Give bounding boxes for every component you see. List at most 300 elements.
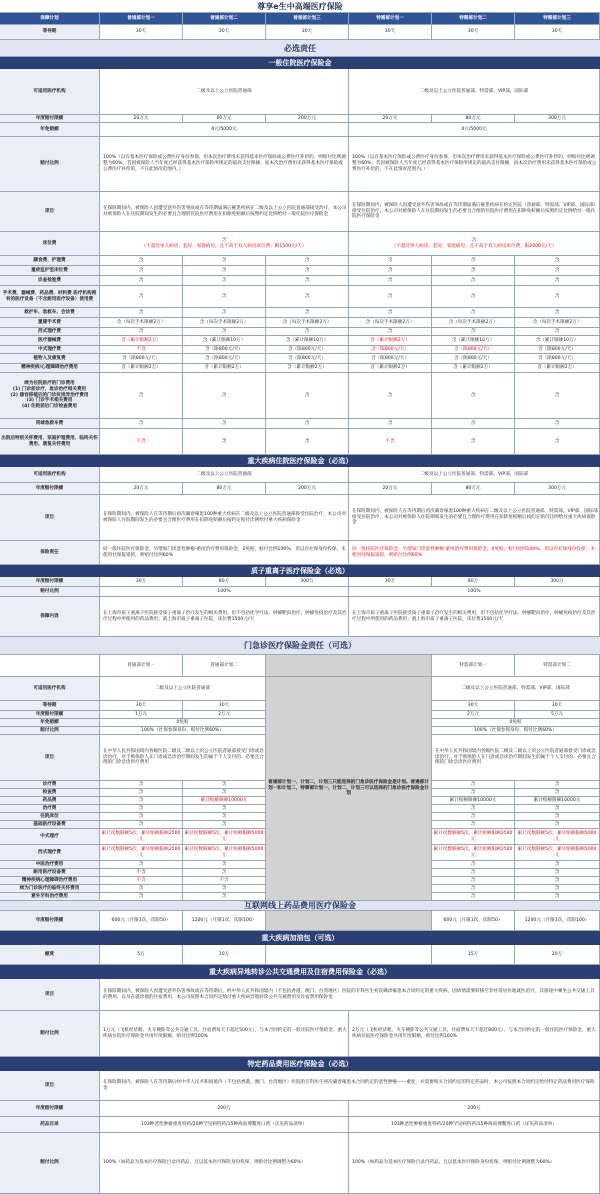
table-row (0, 419, 600, 429)
table-cell: 30天 (100, 701, 183, 711)
table-cell: 0元/5000元 (349, 123, 600, 137)
table-row (0, 483, 600, 495)
table-cell: 20万元 (100, 483, 183, 495)
table-cell: 20万元 (349, 483, 432, 495)
table-cell: 含 (100, 821, 183, 829)
table-cell: 含（累计限额10万） (266, 336, 349, 346)
table-cell: 含 (100, 805, 183, 813)
table-cell: 含 (100, 419, 183, 429)
table-cell: 含 (183, 789, 266, 797)
table-cell: 含 (432, 877, 515, 885)
table-cell: 30天 (183, 25, 266, 40)
table-cell: 不含 (100, 429, 183, 455)
table-cell: 200万 (100, 1101, 349, 1117)
table-cell: 含 (266, 276, 349, 286)
table-cell: 100%（如药品为基本医疗保险目录内药品，且以基本医疗保险身份投保，则赔付比例调整为60%） (349, 1133, 600, 1194)
row-label: 年度赔付限额 (0, 483, 100, 495)
row-label: 诊疗费 (0, 781, 100, 789)
table-cell: 含 (183, 373, 266, 419)
table-cell: 含 (266, 266, 349, 276)
table-cell: 含（累计限额2万） (100, 364, 183, 373)
table-cell: 含 (515, 419, 600, 429)
table-cell: 300万元 (515, 115, 600, 123)
section-drug: 特定药品费用医疗保险金（必选） (0, 1057, 600, 1071)
table-cell: 在上海市质子重离子医院接受质子重离子治疗发生的相关费用，但不包括化学疗法、肿瘤靶向治疗、肿瘤免疫治疗及其治疗过程中所使用的药品费用；就上海市质子重离子医院，床位费1500元/天 (349, 597, 600, 637)
table-cell: 15万 (432, 945, 515, 965)
table-cell: 含 (432, 893, 515, 901)
op-plan-2: 特需部计划一 (432, 655, 515, 677)
table-cell: 含 (183, 885, 266, 893)
table-row (0, 336, 600, 346)
table-cell: 含 (183, 266, 266, 276)
row-label: 项目 (0, 979, 100, 1011)
table-cell: 80万元 (432, 483, 515, 495)
table-cell: 含 (432, 805, 515, 813)
table-cell: 含 (183, 429, 266, 455)
section-proton: 质子重离子医疗保险金（必选） (0, 565, 600, 577)
row-label: 中式理疗费 (0, 346, 100, 354)
row-label: 出院后特别关怀费用、家庭护理费用、临终关怀费用、康复关怀费用 (0, 429, 100, 455)
table-cell: 含 (100, 373, 183, 419)
table-cell: 含（累计限额10万） (515, 336, 600, 346)
table-cell: 80万元 (432, 115, 515, 123)
table-cell: 200万 (349, 1101, 600, 1117)
row-label: 意外牙科治疗费用 (0, 893, 100, 901)
table-cell: 含（累计限额10万） (432, 336, 515, 346)
table-cell: 含 (266, 429, 349, 455)
table-cell: 含 (183, 821, 266, 829)
op-plan-1: 普通部计划二 (183, 655, 266, 677)
table-cell: 在上海市质子重离子医院接受质子重离子治疗发生的相关费用，但不包括化学疗法、肿瘤靶向治疗、肿瘤免疫治疗及其治疗过程中所使用的药品费用；就上海市质子重离子医院，床位费1500元/天 (100, 597, 349, 637)
table-cell: 30万 (349, 577, 432, 587)
deduct-row (0, 123, 600, 137)
table-cell: 80万 (432, 577, 515, 587)
table-cell (266, 945, 432, 965)
table-row (0, 318, 600, 328)
table-cell: 100%（社保参保身份，赔付比例60%） (100, 727, 266, 735)
table-cell: 80万元 (183, 483, 266, 495)
table-cell: 含 (266, 373, 349, 419)
table-cell: 1200元（月限1次，次限100） (183, 911, 266, 931)
table-cell: 80万 (183, 577, 266, 587)
table-cell: 含 (349, 256, 432, 266)
table-cell: 同一般住院医疗保险金，另增加门诊恶性肿瘤-重度治疗费用保险金，0免赔，赔付比例100%，但以有社保身份投保，未使用社保报销的，则赔付比例60% (349, 541, 600, 565)
table-cell: 含 (432, 286, 515, 308)
table-cell: 含 (349, 286, 432, 308)
table-cell: 含 (432, 256, 515, 266)
pre-outpatient-row (0, 373, 600, 419)
table-cell: 含 (515, 821, 600, 829)
table-row (0, 945, 600, 965)
table-cell: 含（每次手术限额2万） (515, 318, 600, 328)
table-cell: 含 (349, 419, 432, 429)
table-cell: 含 (100, 256, 183, 266)
table-cell: 含（每次手术限额2万） (100, 318, 183, 328)
table-cell: 含 (432, 861, 515, 869)
table-cell: 含 (183, 781, 266, 789)
section-outpatient: 门急诊医疗保险金责任（可选） (0, 637, 600, 655)
table-cell: 5万元 (515, 711, 600, 719)
table-cell: 200万元 (266, 115, 349, 123)
table-cell: 含 (183, 805, 266, 813)
table-cell: 含（限800元/天） (432, 346, 515, 354)
row-label: 药品费 (0, 797, 100, 805)
table-cell: 含 (432, 276, 515, 286)
table-cell: 100% (349, 587, 600, 597)
table-cell: 二级及以上公立医院普通部、特需部、VIP部，国际部 (349, 69, 600, 115)
table-cell: 含 (432, 429, 515, 455)
row-label: 项目 (0, 192, 100, 232)
table-row (0, 495, 600, 541)
table-cell: 含 (100, 885, 183, 893)
table-cell: 含（限800元/天） (515, 346, 600, 354)
table-row (0, 577, 600, 587)
row-label: 保险责任 (0, 541, 100, 565)
row-label: 治疗费 (0, 805, 100, 813)
row-label: 等待期 (0, 701, 100, 711)
table-cell: 同一般住院医疗保险金，另增加门诊恶性肿瘤-重度治疗费用保险金，0免赔，赔付比例100%，但以有社保身份投保，未使用社保报销的，则赔付比例60% (100, 541, 349, 565)
row-label: 保障内容 (0, 597, 100, 637)
table-cell (266, 911, 432, 931)
row-label: 药品目录 (0, 1117, 100, 1133)
waiting-row (0, 25, 600, 40)
table-cell: 含 (349, 328, 432, 336)
table-cell: 含 (266, 328, 349, 336)
row-label: 年度赔付限额 (0, 115, 100, 123)
table-cell: 累计次数限额5次，累计赔额限额2500元 (100, 829, 183, 845)
table-cell: 累计次数限额5次，累计赔额限额2500元 (100, 845, 183, 861)
table-cell: 含（累计限额2万） (349, 336, 432, 346)
op-plan-3: 特需部计划二 (515, 655, 600, 677)
table-cell: 含 (183, 286, 266, 308)
table-row (0, 1071, 600, 1101)
table-cell: 含 (100, 789, 183, 797)
table-cell: 含 (183, 869, 266, 877)
table-cell: 含 (100, 308, 183, 318)
table-cell: 含（每次手术限额2万） (432, 318, 515, 328)
section-transport: 重大疾病异地转诊公共交通费用及住宿费用保险金（必选） (0, 965, 600, 979)
table-cell: 600元（月限1次，次限50） (100, 911, 183, 931)
table-row (0, 354, 600, 364)
table-cell: 20万元 (349, 115, 432, 123)
row-label: 西式理疗费 (0, 328, 100, 336)
table-cell: 在保险期间内，被保险人因遭受意外伤害事故或在等待期届满后罹患疾病在二级及以上公立医院普通部接受治疗，本公司对被保险人在住院期间发生的必要且合理的住院医疗费用在扣除免赔额后按照约定比例给付一般住院医疗保险金 (100, 192, 349, 232)
table-cell: 含 (349, 373, 432, 419)
table-cell: 含 (432, 308, 515, 318)
table-cell: 含（每次手术限额2万） (183, 318, 266, 328)
table-cell: 含 (432, 885, 515, 893)
op-plan-row (0, 655, 600, 677)
table-cell: 100% (100, 587, 349, 597)
row-label: 西式理疗费 (0, 845, 100, 861)
table-cell: 累计次数限额5次，累计赔额限额2500元 (432, 829, 515, 845)
op-plan-0: 普通部计划一 (100, 655, 183, 677)
table-cell: 含 (183, 276, 266, 286)
table-cell: 含（限800元/天） (100, 354, 183, 364)
row-label: 续为住院医疗的门诊费用 (1) 门诊前诊疗，急诊治疗相关费用 (2) 器官移植后的门诊抗排异治疗费用 (3) 门诊手术相关费用 (4) 住院前后门诊检查费用 (0, 373, 100, 419)
table-cell: 200万元 (266, 483, 349, 495)
table-cell: 含 (515, 877, 600, 885)
row-label: 救护车、急救车、会诊费 (0, 308, 100, 318)
table-cell: 5万 (100, 945, 183, 965)
table-cell: 在保险期间内，被保险人在等待期后初次确诊罹患100种重大疾病在二级及以上公立医院普通部、特需部、VIP部、国际部接受住院治疗，本公司对被保险人住院期间发生的必要且合理医疗费用在扣除免赔额后按约定赔付比例给付重大疾病保险金 (349, 495, 600, 541)
table-cell: 含 (183, 893, 266, 901)
row-label: 检查费 (0, 789, 100, 797)
table-row (0, 266, 600, 276)
table-cell: 含 (515, 813, 600, 821)
section-general-inpatient: 一般住院医疗保险金 (0, 57, 600, 69)
table-row (0, 467, 600, 483)
table-cell: 累计次数限额5次，累计赔额限额2500元 (432, 845, 515, 861)
table-cell: 含 (100, 797, 183, 805)
table-row (0, 364, 600, 373)
table-cell: 含（累计限额2万） (183, 364, 266, 373)
limit-row (0, 115, 600, 123)
table-cell: 含 (515, 286, 600, 308)
table-cell: 含 (515, 266, 600, 276)
table-cell: 含（限800元/天） (183, 354, 266, 364)
table-cell: 二级及以上公立医院普通部 (100, 467, 349, 483)
row-label: 基础医疗设备费 (0, 821, 100, 829)
table-cell: 含 (266, 286, 349, 308)
table-cell: 含（限800元/天） (432, 354, 515, 364)
table-cell: 300万 (515, 577, 600, 587)
row-label: 重建手术费 (0, 318, 100, 328)
table-cell: 含 (515, 781, 600, 789)
table-row (0, 597, 600, 637)
table-cell: 含（累计限额2万） (349, 364, 432, 373)
table-cell: 含 (349, 266, 432, 276)
row-label: 可适用医疗机构 (0, 467, 100, 483)
row-label: 耐用医疗设备费 (0, 869, 100, 877)
table-cell: 含 (515, 429, 600, 455)
row-label: 年度赔付限额 (0, 577, 100, 587)
table-cell: 30天 (515, 701, 600, 711)
row-label: 医疗器械费 (0, 336, 100, 346)
table-cell: 在保险期间内，被保险人在等待期后初次确诊罹患100种重大疾病在二级及以上公立医院普通部接受住院治疗，本公司对被保险人住院期间发生的必要且合理医疗费用在扣除免赔额后按约定赔付比例给付重大疾病保险金 (100, 495, 349, 541)
table-cell: 600元（月限1次，次限50） (432, 911, 515, 931)
row-label: 赔付比例 (0, 727, 100, 735)
table-cell: 含（限800元/天） (515, 354, 600, 364)
section-critical: 重大疾病住院医疗保险金（必选） (0, 455, 600, 467)
table-cell: 含 (266, 419, 349, 429)
table-cell: 含 （不超过单人病房、套房、家庭病房，且不高于双人病房床位费，限2000元/天） (349, 232, 600, 256)
table-cell: 0免赔 (100, 719, 266, 727)
table-cell: 100%（以有基本医疗保险或公费医疗身份参保，但本次治疗费用未获得基本医疗保险或公费医疗补偿的，则赔付比例调整为60%，若因被保险人当年度已经获得基本医疗保险所规定的最高支付限额，而本次治疗费用未获得基本医疗保险或公费医疗补偿的，不在此情况范围内。） (349, 137, 600, 192)
table-row (0, 1133, 600, 1194)
outpatient-note: 普通部计划一、计划二，计划三只能选择的门急诊医疗保险金是计划。普通部计划一和计划二，特需部计划一、计划二，计划三可以选择的门急诊医疗保险金计划 (266, 677, 432, 901)
table-cell: 含 (432, 789, 515, 797)
table-cell: 二级及以上公立医院普通部、特需部、VIP部，国际部 (349, 467, 600, 483)
table-cell: 含 (432, 813, 515, 821)
table-cell: 二级及以上公立医院普通部、特需部、VIP部，国际部 (432, 677, 600, 701)
table-cell: 0免赔 (432, 719, 600, 727)
table-cell: 不含 (100, 346, 183, 354)
travel-row (0, 429, 600, 455)
table-cell: 100%（以有基本医疗保险或公费医疗身份参保，但本次治疗费用未获得基本医疗保险或公费医疗补偿的，则赔付比例调整为60%，若因被保险人当年度已经获得基本医疗保险所规定的最高支付限额，而本次治疗费用未获得基本医疗保险或公费医疗补偿的，不在此情况范围内。） (100, 137, 349, 192)
row-label: 可适用医疗机构 (0, 677, 100, 701)
table-cell: 含（累计限额2万） (515, 364, 600, 373)
table-row (0, 587, 600, 597)
table-cell: 含（每次手术限额2万） (266, 318, 349, 328)
table-row (0, 541, 600, 565)
table-row (0, 256, 600, 266)
plan-header-1: 普通部计划一 (100, 13, 183, 25)
table-cell: 含（累计限额2万） (100, 336, 183, 346)
row-label: 中医治疗费用 (0, 861, 100, 869)
table-cell: 30天 (515, 25, 600, 40)
row-label: 手术费、器械费、药品费、材料费 医疗机构拥有的医疗设备（不含耐用医疗设备）使用费 (0, 286, 100, 308)
table-cell: 不含 (349, 429, 432, 455)
table-cell: 含 (266, 256, 349, 266)
table-row (0, 1117, 600, 1133)
table-row (0, 276, 600, 286)
table-cell: 2万元 (432, 711, 515, 719)
table-row (0, 1011, 600, 1057)
section-online-drug: 互联网线上药品费用医疗保险金 (0, 901, 600, 911)
table-cell: 累计次数限额5次，累计赔额限额5000元 (183, 829, 266, 845)
row-label: 同城急救车费 (0, 419, 100, 429)
table-cell: 含 (100, 276, 183, 286)
row-label: 赔付比例 (0, 137, 100, 192)
plan-header-6: 特需部计划三 (515, 13, 600, 25)
table-cell: 含（限800元/天） (266, 354, 349, 364)
table-cell: 含（累计限额2万） (432, 364, 515, 373)
table-cell: 含 (432, 781, 515, 789)
table-cell: 含 (100, 266, 183, 276)
table-cell: 含 (515, 869, 600, 877)
table-cell: 2万元（飞机经济舱、火车硬卧等公共交通工具，住宿费每天不超过800元），与本合同约定的一般住院医疗保险金、重大疾病住院医疗保险金共用年度限额，赔付比例100% (349, 1011, 600, 1057)
table-cell: 103种恶性肿瘤重度特药/20种罕见病特药/15种海南博鳌进口药（详见药品清单） (100, 1117, 349, 1133)
row-label: 项目 (0, 495, 100, 541)
table-cell: 含 (432, 328, 515, 336)
table-cell: 二级及以上公立医院普通部 (100, 69, 349, 115)
row-label: 年度赔付限额 (0, 711, 100, 719)
table-cell: 含 (515, 276, 600, 286)
table-cell: 含 (432, 869, 515, 877)
table-row (0, 286, 600, 308)
table-cell: 含 (100, 328, 183, 336)
table-cell: 在保险期间内，被保险人因遭受意外伤害事故或在等待期后，经中华人民共和国境内（不包括香港、澳门、台湾地区）医院的专科医生初次确诊罹患本合同约定的重大疾病，因病情需要转移至非经常居住地就医治疗，其旅途中乘坐公共交通工具的费用，以及在就诊地的住宿费用，本公司按照本合同约定给付重大疾病异地转诊公共交通费用及住宿费用保险金 (100, 979, 600, 1011)
table-cell: 10万 (183, 945, 266, 965)
plan-header-2: 普通部计划二 (183, 13, 266, 25)
table-cell: 含 (183, 308, 266, 318)
table-cell: 含 (100, 286, 183, 308)
row-label: 中式理疗 (0, 829, 100, 845)
table-cell: 103种恶性肿瘤重度特药/20种罕见病特药/15种海南博鳌进口药（详见药品清单） (349, 1117, 600, 1133)
table-cell: 20万 (515, 945, 600, 965)
table-row (0, 911, 600, 931)
row-label: 年免赔额 (0, 719, 100, 727)
table-cell: 含 (515, 861, 600, 869)
section-required: 必选责任 (0, 40, 600, 57)
table-row (0, 979, 600, 1011)
table-cell: 含 (432, 373, 515, 419)
table-cell: 在保险期间内，被保险人因遭受意外伤害事故或在等待期届满后罹患疾病在约定医院（普通部、特需部、VIP部、国际部）接受住院治疗，本公司对被保险人在住院期间发生的必要且合理的住院医疗费用在扣除免赔额后按照约定比例给付一般住院医疗保险金 (349, 192, 600, 232)
table-cell: 300万元 (515, 483, 600, 495)
plan-header-5: 特需部计划二 (432, 13, 515, 25)
table-cell: 含 (515, 885, 600, 893)
hosp-row (0, 69, 600, 115)
row-label: 年免赔额 (0, 123, 100, 137)
table-cell: 二级及以上公立医院普通部 (100, 677, 266, 701)
row-label: 住院床位 (0, 813, 100, 821)
table-cell: 含 (100, 813, 183, 821)
table-cell: 含 (100, 781, 183, 789)
table-cell: 20万元 (100, 115, 183, 123)
table-cell: 含 (432, 266, 515, 276)
item-row (0, 192, 600, 232)
table-cell: 含 (515, 308, 600, 318)
table-cell: 30天 (100, 25, 183, 40)
table-cell: 含 (349, 308, 432, 318)
table-cell: 100%（社保参保身份，赔付比例60%） (432, 727, 600, 735)
table-cell: 含（限800元/天） (349, 346, 432, 354)
row-label: 赔付比例 (0, 1133, 100, 1194)
table-row (0, 346, 600, 354)
table-cell: 2万元 (183, 711, 266, 719)
table-cell: 含 (515, 328, 600, 336)
row-label: 诊查检验费 (0, 276, 100, 286)
row-label: 额度 (0, 945, 100, 965)
table-cell: 30天 (349, 25, 432, 40)
table-cell: 30万 (100, 577, 183, 587)
plan-header-4: 特需部计划一 (349, 13, 432, 25)
table-cell: 含 (432, 821, 515, 829)
row-label: 等待期 (0, 25, 100, 40)
table-cell: 在保险期间内，被保险人在等待期后经中华人民共和国境内（不包括香港、澳门、台湾地区）医院的专科医生初次确诊罹患本合同约定的恶性肿瘤——重度，并需要购买合同约定的特定药品时，本公司按照本合同约定给付特定药品费用医疗保险金 (100, 1071, 600, 1101)
table-cell: 不含 (100, 877, 183, 885)
table-cell: 在中华人民共和国境内各级医院二级及二级以上的公立医院普通部接受门诊或急诊治疗，对于被保险人在门诊或急诊治疗期间发生的属于个人支付的、必要且合理的门诊急诊医疗费用 (432, 735, 600, 781)
table-cell: 含（限800元/天） (183, 346, 266, 354)
row-label: 续为门诊医疗的临终关怀费用 (0, 885, 100, 893)
table-cell: 含 (183, 256, 266, 266)
row-label: 床位费 (0, 232, 100, 256)
table-cell: 300万 (266, 577, 349, 587)
ratio-row (0, 137, 600, 192)
table-cell: 含 (515, 805, 600, 813)
table-cell: 含（每次手术限额2万） (349, 318, 432, 328)
table-cell: 60万元 (183, 115, 266, 123)
table-cell: 累计次数限额5次，累计赔额限额5000元 (515, 829, 600, 845)
row-label: 重症监护室床位费 (0, 266, 100, 276)
table-cell: 1200元（月限1次，次限100） (515, 911, 600, 931)
table-cell: 含 (349, 276, 432, 286)
table-cell (0, 655, 100, 677)
row-label: 年度赔付限额 (0, 911, 100, 931)
table-row (0, 328, 600, 336)
row-label: 项目 (0, 735, 100, 781)
table-cell: 含 (432, 419, 515, 429)
table-cell: 含 (515, 256, 600, 266)
table-cell: 在中华人民共和国境内各级医院二级及二级以上的公立医院普通部接受门诊或急诊治疗，对于被保险人在门诊或急诊治疗期间发生的属于个人支付的、必要且合理的门诊急诊医疗费用 (100, 735, 266, 781)
section-addon: 重大疾病加油包（可选） (0, 931, 600, 945)
table-cell: 不含 (183, 877, 266, 885)
row-label: 膳食费、护理费 (0, 256, 100, 266)
bed-row (0, 232, 600, 256)
table-cell: 1万元 (100, 711, 183, 719)
table-cell: 含 (515, 373, 600, 419)
plan-header-0: 保障计划 (0, 13, 100, 25)
table-cell: 含 (100, 861, 183, 869)
row-label: 赔付比例 (0, 587, 100, 597)
table-cell: 30天 (183, 701, 266, 711)
plan-header-3: 普通部计划三 (266, 13, 349, 25)
table-cell: 含（累计限额2万） (266, 364, 349, 373)
table-cell: 含 (266, 308, 349, 318)
table-cell: 含 （不超过单人病房、套房、家庭病房，且不高于双人病房床位费，限1500元/天） (100, 232, 349, 256)
table-cell: 累计赔额限额10000元 (515, 797, 600, 805)
